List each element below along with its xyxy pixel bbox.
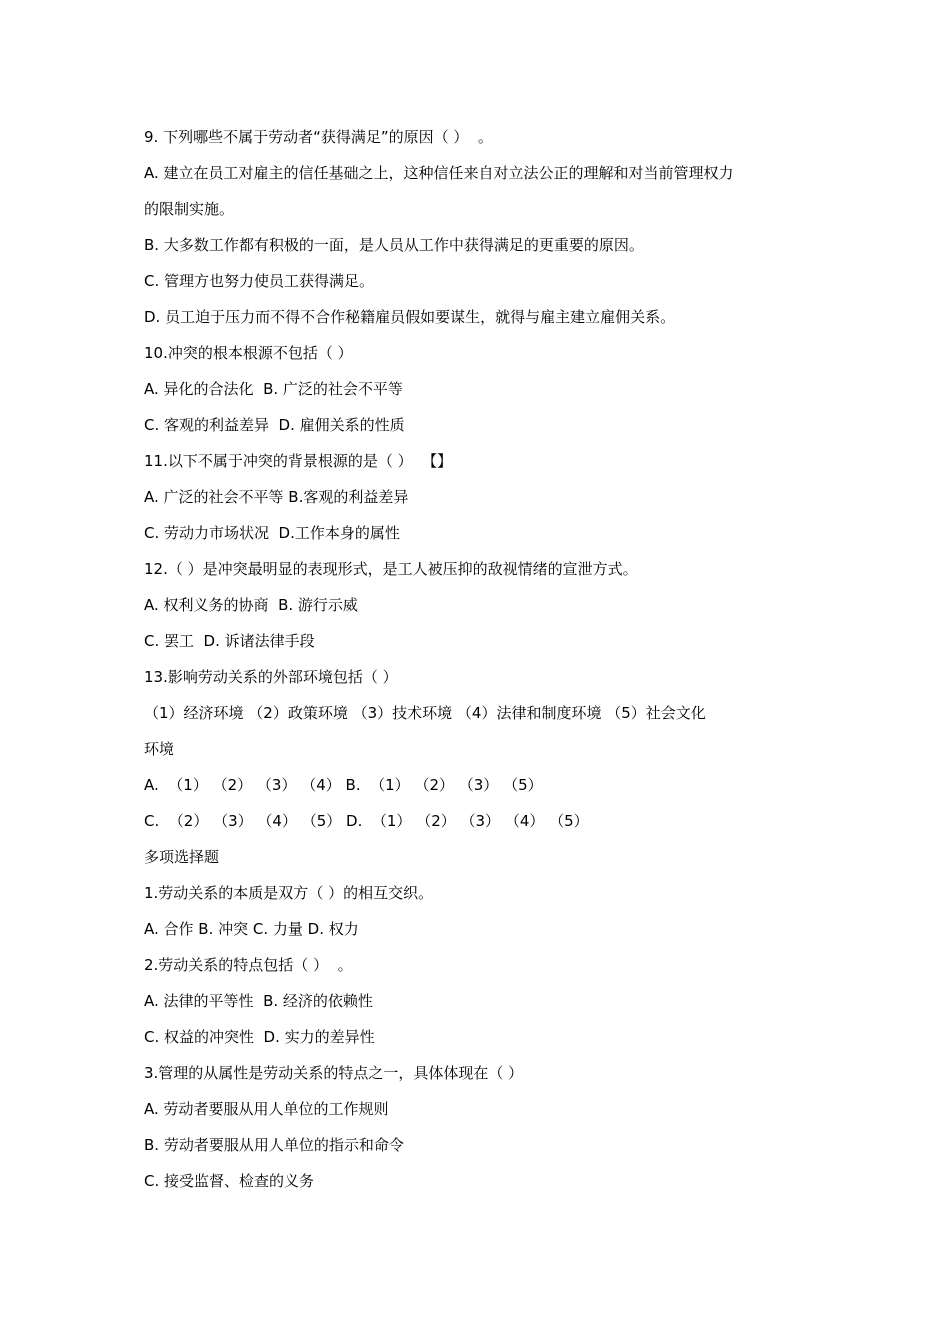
question-9-option-a: A. 建立在员工对雇主的信任基础之上，这种信任来自对立法公正的理解和对当前管理权力 — [144, 164, 734, 182]
question-9-option-b: B. 大多数工作都有积极的一面，是人员从工作中获得满足的更重要的原因。 — [144, 236, 644, 254]
question-10-stem: 10.冲突的根本根源不包括（ ） — [144, 344, 353, 362]
multi-question-3-option-c: C. 接受监督、检查的义务 — [144, 1172, 315, 1190]
multi-question-1-options: A. 合作 B. 冲突 C. 力量 D. 权力 — [144, 920, 359, 938]
question-13-options-ab: A. （1） （2） （3） （4） B. （1） （2） （3） （5） — [144, 776, 543, 794]
question-12-stem: 12.（ ）是冲突最明显的表现形式，是工人被压抑的敌视情绪的宣泄方式。 — [144, 560, 638, 578]
question-11-stem: 11.以下不属于冲突的背景根源的是（ ） 【】 — [144, 452, 453, 470]
question-9-option-d: D. 员工迫于压力而不得不合作秘籍雇员假如要谋生，就得与雇主建立雇佣关系。 — [144, 308, 676, 326]
question-13-stem: 13.影响劳动关系的外部环境包括（ ） — [144, 668, 398, 686]
multi-question-3-stem: 3.管理的从属性是劳动关系的特点之一，具体体现在（ ） — [144, 1064, 524, 1082]
question-13-items: （1）经济环境 （2）政策环境 （3）技术环境 （4）法律和制度环境 （5）社会文化 — [144, 704, 706, 722]
question-11-options-cd: C. 劳动力市场状况 D.工作本身的属性 — [144, 524, 400, 542]
question-9-option-c: C. 管理方也努力使员工获得满足。 — [144, 272, 375, 290]
question-13-items-continued: 环境 — [144, 740, 175, 758]
multi-question-3-option-b: B. 劳动者要服从用人单位的指示和命令 — [144, 1136, 404, 1154]
multi-question-3-option-a: A. 劳动者要服从用人单位的工作规则 — [144, 1100, 389, 1118]
question-10-options-ab: A. 异化的合法化 B. 广泛的社会不平等 — [144, 380, 403, 398]
question-9-option-a-continued: 的限制实施。 — [144, 200, 235, 218]
question-11-options-ab: A. 广泛的社会不平等 B.客观的利益差异 — [144, 488, 409, 506]
multi-question-1-stem: 1.劳动关系的本质是双方（ ）的相互交织。 — [144, 884, 434, 902]
question-13-options-cd: C. （2） （3） （4） （5） D. （1） （2） （3） （4） （5） — [144, 812, 589, 830]
section-heading-multiple-choice: 多项选择题 — [144, 848, 220, 866]
question-10-options-cd: C. 客观的利益差异 D. 雇佣关系的性质 — [144, 416, 405, 434]
question-12-options-cd: C. 罢工 D. 诉诸法律手段 — [144, 632, 315, 650]
multi-question-2-stem: 2.劳动关系的特点包括（ ） 。 — [144, 956, 353, 974]
question-12-options-ab: A. 权利义务的协商 B. 游行示威 — [144, 596, 358, 614]
multi-question-2-options-cd: C. 权益的冲突性 D. 实力的差异性 — [144, 1028, 375, 1046]
question-9-stem: 9. 下列哪些不属于劳动者“获得满足”的原因（ ） 。 — [144, 128, 493, 146]
multi-question-2-options-ab: A. 法律的平等性 B. 经济的依赖性 — [144, 992, 373, 1010]
